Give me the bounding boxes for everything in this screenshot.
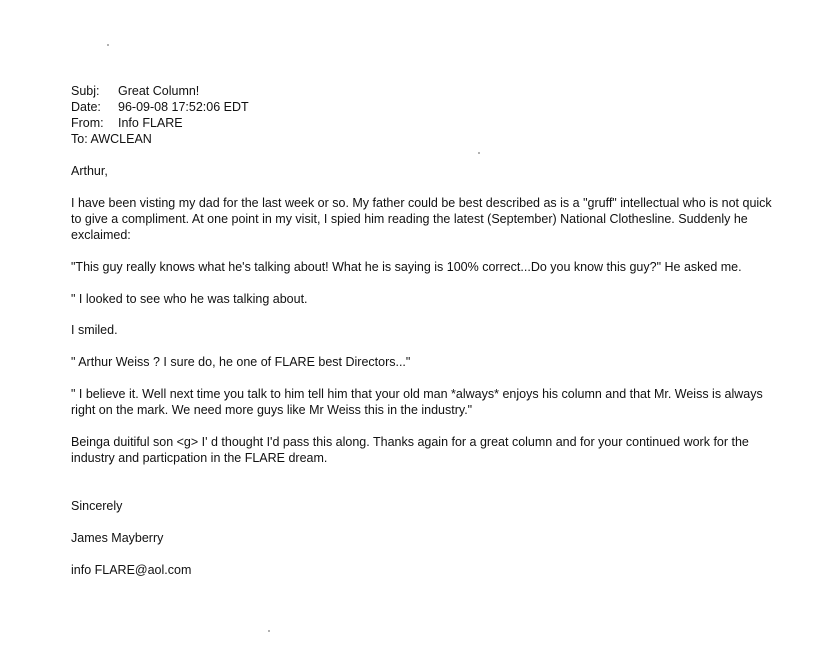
date-value: 96-09-08 17:52:06 EDT xyxy=(118,100,249,114)
to-line: To: AWCLEAN xyxy=(71,132,152,146)
paragraph-smiled: I smiled. xyxy=(71,323,118,337)
scan-speck xyxy=(268,630,270,632)
paragraph-quote: "This guy really knows what he's talking about! What he is saying is 100% correct...Do you know this guy?" He asked me. xyxy=(71,260,742,274)
from-label: From: xyxy=(71,116,104,130)
paragraph-pass-along: Beinga duitiful son <g> I' d thought I'd pass this along. Thanks again for a great column and for your continued work for the industry and particpation in the FLARE dream. xyxy=(71,435,749,465)
email-address: info FLARE@aol.com xyxy=(71,563,192,577)
signature-name: James Mayberry xyxy=(71,531,164,545)
salutation: Arthur, xyxy=(71,164,108,178)
paragraph-believe: " I believe it. Well next time you talk to him tell him that your old man *always* enjoys his column and that Mr. Weiss is always right on the mark. We need more guys like Mr Weiss this in the industry." xyxy=(71,387,763,417)
closing: Sincerely xyxy=(71,499,123,513)
from-line xyxy=(71,115,183,131)
scan-speck xyxy=(107,44,109,46)
from-value: Info FLARE xyxy=(118,116,183,130)
date-line xyxy=(71,99,249,115)
paragraph-looked: " I looked to see who he was talking about. xyxy=(71,292,308,306)
subject-label: Subj: xyxy=(71,84,100,98)
subject-line xyxy=(71,83,199,99)
date-label: Date: xyxy=(71,100,101,114)
paragraph-visit: I have been visting my dad for the last week or so. My father could be best described as is a "gruff" intellectual who is not quick to give a compliment. At one point in my visit, I spied him reading the latest (September) National Clothesline. Suddenly he exclaimed: xyxy=(71,196,772,242)
paragraph-reply: " Arthur Weiss ? I sure do, he one of FLARE best Directors..." xyxy=(71,355,411,369)
subject-value: Great Column! xyxy=(118,84,200,98)
scan-speck xyxy=(478,152,480,154)
